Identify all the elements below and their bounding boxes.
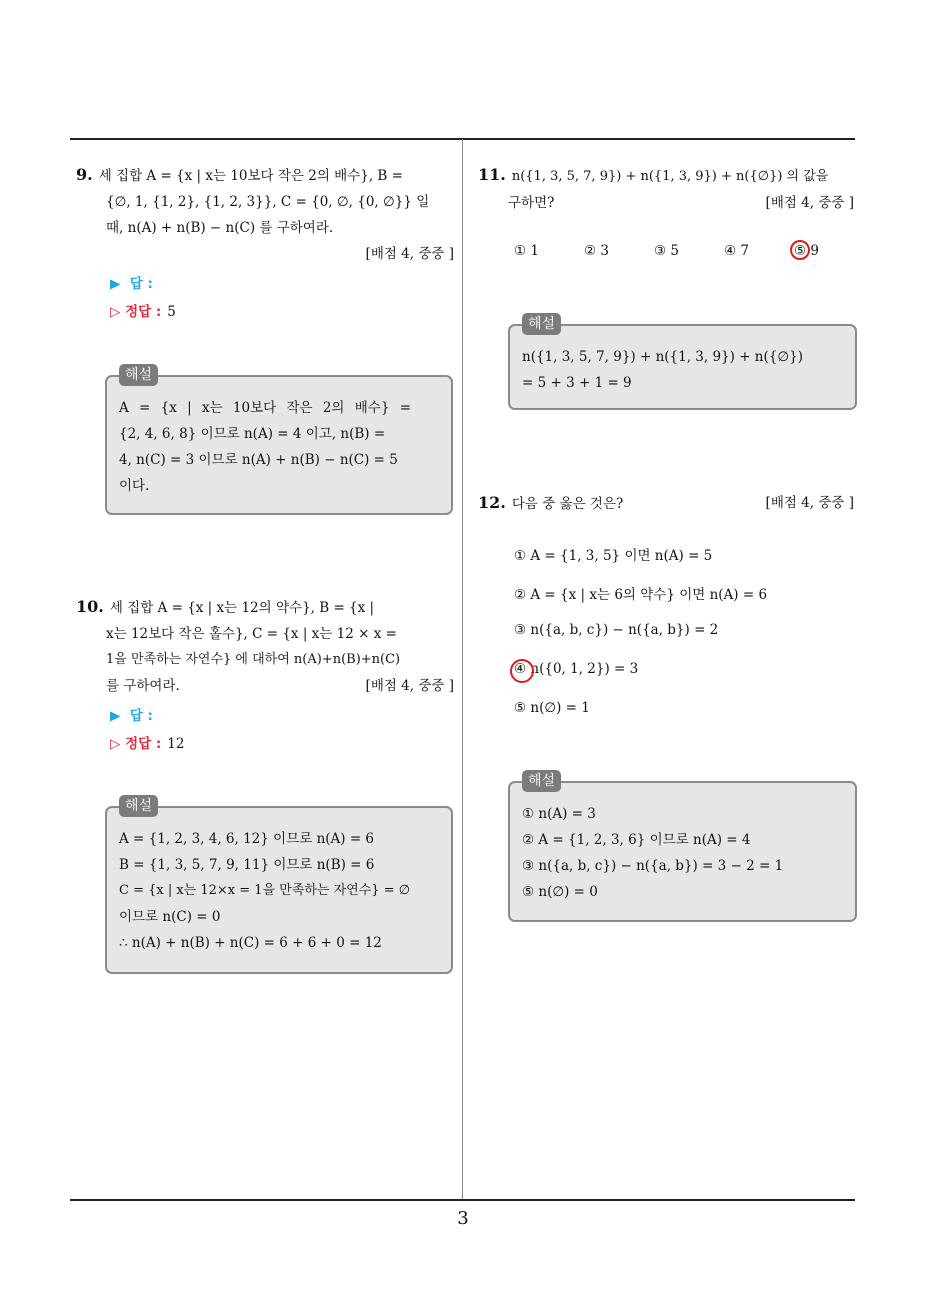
triangle-outline-icon: ▷ — [110, 736, 121, 752]
column-divider — [462, 139, 463, 1200]
solution-line: B = {1, 3, 5, 7, 9, 11} 이므로 n(B) = 6 — [119, 857, 375, 873]
correct-label: 정답 : — [125, 304, 162, 320]
choice-5[interactable]: ⑤ n(∅) = 1 — [514, 700, 590, 716]
problem-text: n({1, 3, 5, 7, 9}) + n({1, 3, 9}) + n({∅}) 의 값을 — [511, 169, 829, 184]
problem-11 — [478, 162, 854, 216]
solution-line: A = {1, 2, 3, 4, 6, 12} 이므로 n(A) = 6 — [119, 831, 375, 847]
selected-answer-mark-icon — [790, 240, 810, 260]
triangle-filled-icon: ▶ — [110, 276, 121, 292]
problem-number: 11. — [478, 165, 506, 184]
problem-text: 세 집합 A = {x | x는 12의 약수}, B = {x | — [109, 600, 375, 616]
problem-9 — [76, 162, 454, 267]
score-label: [배점 4, 중중 ] — [765, 195, 854, 211]
problem-text: x는 12보다 작은 홀수}, C = {x | x는 12 × x = — [106, 626, 397, 642]
problem-number: 9. — [76, 165, 93, 184]
answer-line — [110, 272, 153, 292]
solution-line: {2, 4, 6, 8} 이므로 n(A) = 4 이고, n(B) = — [119, 426, 386, 442]
correct-label: 정답 : — [125, 736, 162, 752]
triangle-filled-icon: ▶ — [110, 708, 121, 724]
problem-text: 다음 중 옳은 것은? — [511, 496, 624, 512]
solution-line: 이다. — [119, 478, 150, 494]
solution-line: C = {x | x는 12×x = 1을 만족하는 자연수} = ∅ — [119, 883, 411, 898]
score-label: [배점 4, 중중 ] — [365, 246, 454, 262]
problem-text: 때, n(A) + n(B) − n(C) 를 구하여라. — [106, 220, 334, 236]
solution-line: ⑤ n(∅) = 0 — [522, 884, 598, 900]
triangle-outline-icon: ▷ — [110, 304, 121, 320]
solution-box — [508, 773, 857, 922]
solution-tag: 해설 — [522, 313, 561, 335]
score-label: [배점 4, 중중 ] — [765, 495, 854, 511]
solution-line: ② A = {1, 2, 3, 6} 이므로 n(A) = 4 — [522, 832, 751, 848]
solution-line: ∴ n(A) + n(B) + n(C) = 6 + 6 + 0 = 12 — [119, 935, 382, 951]
problem-text: 를 구하여라. — [106, 678, 180, 694]
solution-box — [105, 798, 453, 974]
solution-tag: 해설 — [522, 770, 561, 792]
solution-line: A = {x | x는 10보다 작은 2의 배수} = — [119, 400, 412, 416]
solution-box — [508, 316, 857, 410]
bottom-rule — [70, 1199, 855, 1201]
problem-text: 구하면? — [508, 195, 555, 211]
solution-line: ① n(A) = 3 — [522, 806, 596, 822]
solution-line: = 5 + 3 + 1 = 9 — [522, 375, 632, 391]
solution-tag: 해설 — [119, 364, 158, 386]
choice-1[interactable]: ① A = {1, 3, 5} 이면 n(A) = 5 — [514, 548, 713, 564]
choice-5[interactable]: ⑤ 9 — [794, 243, 819, 259]
problem-number: 10. — [76, 597, 104, 616]
solution-line: 4, n(C) = 3 이므로 n(A) + n(B) − n(C) = 5 — [119, 452, 398, 468]
problem-number: 12. — [478, 493, 506, 512]
correct-value: 5 — [167, 304, 176, 320]
choice-4[interactable]: ④ 7 — [724, 243, 749, 259]
solution-box — [105, 367, 453, 515]
problem-12 — [478, 490, 854, 517]
answer-label: 답 : — [129, 276, 153, 292]
solution-line: ③ n({a, b, c}) − n({a, b}) = 3 − 2 = 1 — [522, 858, 784, 874]
page-number: 3 — [457, 1208, 469, 1229]
correct-answer-line — [110, 732, 184, 752]
choice-3[interactable]: ③ n({a, b, c}) − n({a, b}) = 2 — [514, 622, 719, 638]
problem-text: {∅, 1, {1, 2}, {1, 2, 3}}, C = {0, ∅, {0, ∅}} 일 — [106, 194, 430, 210]
correct-answer-line — [110, 300, 176, 320]
correct-value: 12 — [167, 736, 185, 752]
answer-line — [110, 704, 153, 724]
solution-tag: 해설 — [119, 795, 158, 817]
problem-text: 세 집합 A = {x | x는 10보다 작은 2의 배수}, B = — [98, 168, 403, 184]
score-label: [배점 4, 중중 ] — [365, 678, 454, 694]
choice-2[interactable]: ② 3 — [584, 243, 609, 259]
choice-4[interactable]: ④ n({0, 1, 2}) = 3 — [514, 661, 639, 677]
problem-text: 1을 만족하는 자연수} 에 대하여 n(A)+n(B)+n(C) — [106, 652, 401, 667]
solution-line: n({1, 3, 5, 7, 9}) + n({1, 3, 9}) + n({∅}) — [522, 349, 803, 365]
answer-label: 답 : — [129, 708, 153, 724]
solution-line: 이므로 n(C) = 0 — [119, 909, 221, 925]
selected-answer-mark-icon — [510, 659, 534, 683]
problem-10 — [76, 594, 454, 699]
choice-2[interactable]: ② A = {x | x는 6의 약수} 이면 n(A) = 6 — [514, 587, 768, 603]
choice-3[interactable]: ③ 5 — [654, 243, 679, 259]
choice-1[interactable]: ① 1 — [514, 243, 539, 259]
